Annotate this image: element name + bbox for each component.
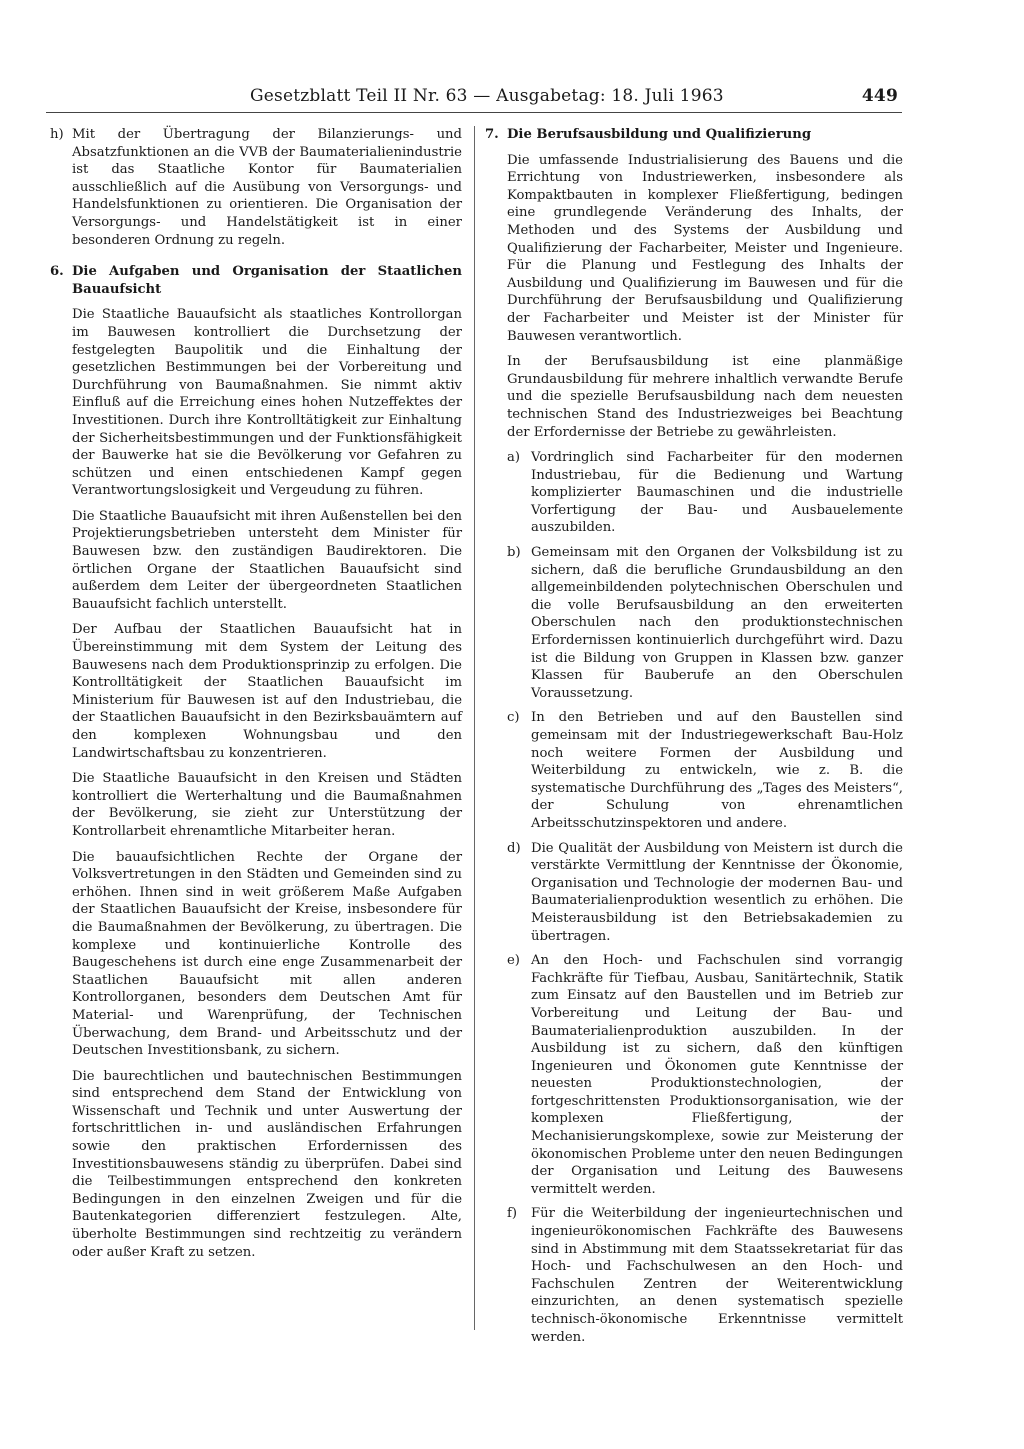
- item-label: d): [507, 840, 521, 856]
- item-h: [50, 126, 462, 249]
- item-d: [507, 840, 903, 946]
- item-label: a): [507, 450, 521, 466]
- item-text: In den Betrieben und auf den Baustellen sind gemeinsam mit der Industriegewerkschaft Bau-Holz noch weitere Formen der Ausbildung und Weiterbildung zu entwickeln, wie z. B. die systematische Durchführung des „Tages des Meisters“, der Schulung von ehrenamtlichen Arbeitsschutzinspektoren und andere.: [531, 710, 903, 831]
- item-label: e): [507, 953, 520, 969]
- section-number: 7.: [485, 127, 499, 142]
- item-text: Vordringlich sind Facharbeiter für den modernen Industriebau, für die Bedienung und Wartung komplizierter Baumaschinen und die industrielle Vorfertigung der Bau- und Ausbauelemente auszubilden.: [531, 450, 903, 536]
- item-label: b): [507, 545, 521, 561]
- section-title: Die Berufsausbildung und Qualifizierung: [507, 127, 812, 142]
- paragraph: Die Staatliche Bauaufsicht in den Kreisen und Städten kontrolliert die Werterhaltung und die Baumaßnahmen der Bevölkerung, sie zieht zur Unterstützung der Kontrollarbeit ehrenamtliche Mitarbeiter heran.: [72, 771, 462, 839]
- section-title: Die Aufgaben und Organisation der Staatlichen Bauaufsicht: [72, 264, 462, 297]
- item-text: Gemeinsam mit den Organen der Volksbildung ist zu sichern, daß die berufliche Grundausbildung an den allgemeinbildenden polytechnischen Oberschulen und die volle Berufsausbildung an den erweiterten Oberschulen nach den produktionstechnischen Erfordernissen kontinuierlich durchgeführt wird. Dazu ist die Bildung von Gruppen in Klassen bzw. ganzer Klassen für Bauberufe an den Oberschulen Voraussetzung.: [531, 545, 903, 701]
- section-6-heading: [50, 263, 462, 298]
- item-f: [507, 1205, 903, 1346]
- paragraph: Die bauaufsichtlichen Rechte der Organe der Volksvertretungen in den Städten und Gemeinden sind zu erhöhen. Ihnen sind in weit größerem Maße Aufgaben der Staatlichen Bauaufsicht der Kreise, insbesondere für die Baumaßnahmen der Bevölkerung, zu übertragen. Die komplexe und kontinuierliche Kontrolle des Baugeschehens ist durch eine enge Zusammenarbeit der Staatlichen Bauaufsicht mit allen anderen Kontrollorganen, besonders dem Deutschen Amt für Material- und Warenprüfung, der Technischen Überwachung, dem Brand- und Arbeitsschutz und der Deutschen Investitionsbank, zu sichern.: [72, 849, 462, 1059]
- paragraph: Die umfassende Industrialisierung des Bauens und die Errichtung von Industriewerken, insbesondere als Kompaktbauten in komplexer Fließfertigung, bedingen eine grundlegende Veränderung des Inhalts, der Methoden und des Systems der Ausbildung und Qualifizierung der Facharbeiter, Meister und Ingenieure. Für die Planung und Festlegung des Inhalts der Ausbildung und Qualifizierung im Bauwesen und für die Durchführung der Berufsausbildung und Qualifizierung der Facharbeiter und Meister ist der Minister für Bauwesen verantwortlich.: [507, 152, 903, 344]
- item-text: Die Qualität der Ausbildung von Meistern ist durch die verstärkte Vermittlung der Kenntnisse der Ökonomie, Organisation und Technologie der modernen Bau- und Baumaterialienproduktion wesentlich zu erhöhen. Die Meisterausbildung ist den Betriebsakademien zu übertragen.: [531, 840, 903, 944]
- page-header: [250, 84, 898, 112]
- column-divider: [474, 126, 475, 1330]
- header-title: Gesetzblatt Teil II Nr. 63 — Ausgabetag: 18. Juli 1963: [250, 86, 724, 106]
- item-e: [507, 952, 903, 1198]
- item-text: An den Hoch- und Fachschulen sind vorrangig Fachkräfte für Tiefbau, Ausbau, Sanitärtechnik, Statik zum Einsatz auf den Baustellen und im Betrieb zur Vorbereitung und Leitung der Bau- und Baumaterialienproduktion auszubilden. In der Ausbildung ist zu sichern, daß den künftigen Ingenieuren und Ökonomen gute Kenntnisse der neuesten Produktionstechnologien, der fortgeschrittensten Produktionsorganisation, wie der komplexen Fließfertigung, der Mechanisierungskomplexe, sowie zur Meisterung der ökonomischen Probleme unter den neuen Bedingungen der Organisation und Leitung des Bauwesens vermittelt werden.: [531, 953, 903, 1197]
- right-column: [485, 126, 903, 1353]
- paragraph: Der Aufbau der Staatlichen Bauaufsicht hat in Übereinstimmung mit dem System der Leitung des Bauwesens nach dem Produktionsprinzip zu erfolgen. Die Kontrolltätigkeit der Staatlichen Bauaufsicht im Ministerium für Bauwesen ist auf den Industriebau, die der Staatlichen Bauaufsicht in den Bezirksbauämtern auf den komplexen Wohnungsbau und den Landwirtschaftsbau zu konzentrieren.: [72, 622, 462, 761]
- section-7-heading: [485, 126, 903, 144]
- paragraph: Die baurechtlichen und bautechnischen Bestimmungen sind entsprechend dem Stand der Entwicklung von Wissenschaft und Technik und unter Auswertung der fortschrittlichen in- und ausländischen Erfahrungen sowie den praktischen Erfordernissen des Investitionsbauwesens ständig zu überprüfen. Dabei sind die Teilbestimmungen entsprechend den konkreten Bedingungen in den einzelnen Zweigen und für die Bautenkategorien differenziert festzulegen. Alte, überholte Bestimmungen sind rechtzeitig zu verändern oder außer Kraft zu setzen.: [72, 1068, 462, 1260]
- item-label: c): [507, 710, 520, 726]
- item-a: [507, 449, 903, 537]
- item-c: [507, 709, 903, 832]
- item-text: Mit der Übertragung der Bilanzierungs- und Absatzfunktionen an die VVB der Baumaterialienindustrie ist das Staatliche Kontor für Baumaterialien ausschließlich auf die Ausübung von Versorgungs- und Handelsfunktionen zu orientieren. Die Organisation der Versorgungs- und Handelstätigkeit ist in einer besonderen Ordnung zu regeln.: [72, 127, 462, 248]
- item-label: h): [50, 127, 64, 142]
- page-number: 449: [861, 86, 898, 106]
- paragraph: Die Staatliche Bauaufsicht mit ihren Außenstellen bei den Projektierungsbetrieben untersteht dem Minister für Bauwesen bzw. den zuständigen Baudirektoren. Die örtlichen Organe der Staatlichen Bauaufsicht sind außerdem dem Leiter der übergeordneten Staatlichen Bauaufsicht fachlich unterstellt.: [72, 508, 462, 612]
- paragraph: Die Staatliche Bauaufsicht als staatliches Kontrollorgan im Bauwesen kontrolliert die Durchsetzung der festgelegten Baupolitik und die Einhaltung der gesetzlichen Bestimmungen bei der Vorbereitung und Durchführung von Baumaßnahmen. Sie nimmt aktiv Einfluß auf die Erreichung eines hohen Nutzeffektes der Investitionen. Durch ihre Kontrolltätigkeit zur Einhaltung der Sicherheitsbestimmungen und der Funktionsfähigkeit der Bauwerke hat sie die Bevölkerung vor Gefahren zu schützen und einen entschiedenen Kampf gegen Verantwortungslosigkeit und Vergeudung zu führen.: [72, 307, 462, 499]
- left-column: [50, 126, 462, 1269]
- paragraph: In der Berufsausbildung ist eine planmäßige Grundausbildung für mehrere inhaltlich verwandte Berufe und die spezielle Berufsausbildung nach dem neuesten technischen Stand des Industriezweiges bei Beachtung der Erfordernisse der Betriebe zu gewährleisten.: [507, 354, 903, 440]
- item-text: Für die Weiterbildung der ingenieurtechnischen und ingenieurökonomischen Fachkräfte des Bauwesens sind in Abstimmung mit dem Staatssekretariat für das Hoch- und Fachschulwesen an den Hoch- und Fachschulen Zentren der Weiterentwicklung einzurichten, an denen systematisch spezielle technisch-ökonomische Erkenntnisse vermittelt werden.: [531, 1206, 903, 1345]
- item-label: f): [507, 1206, 518, 1222]
- header-rule: [46, 112, 902, 113]
- item-b: [507, 544, 903, 702]
- section-number: 6.: [50, 264, 64, 280]
